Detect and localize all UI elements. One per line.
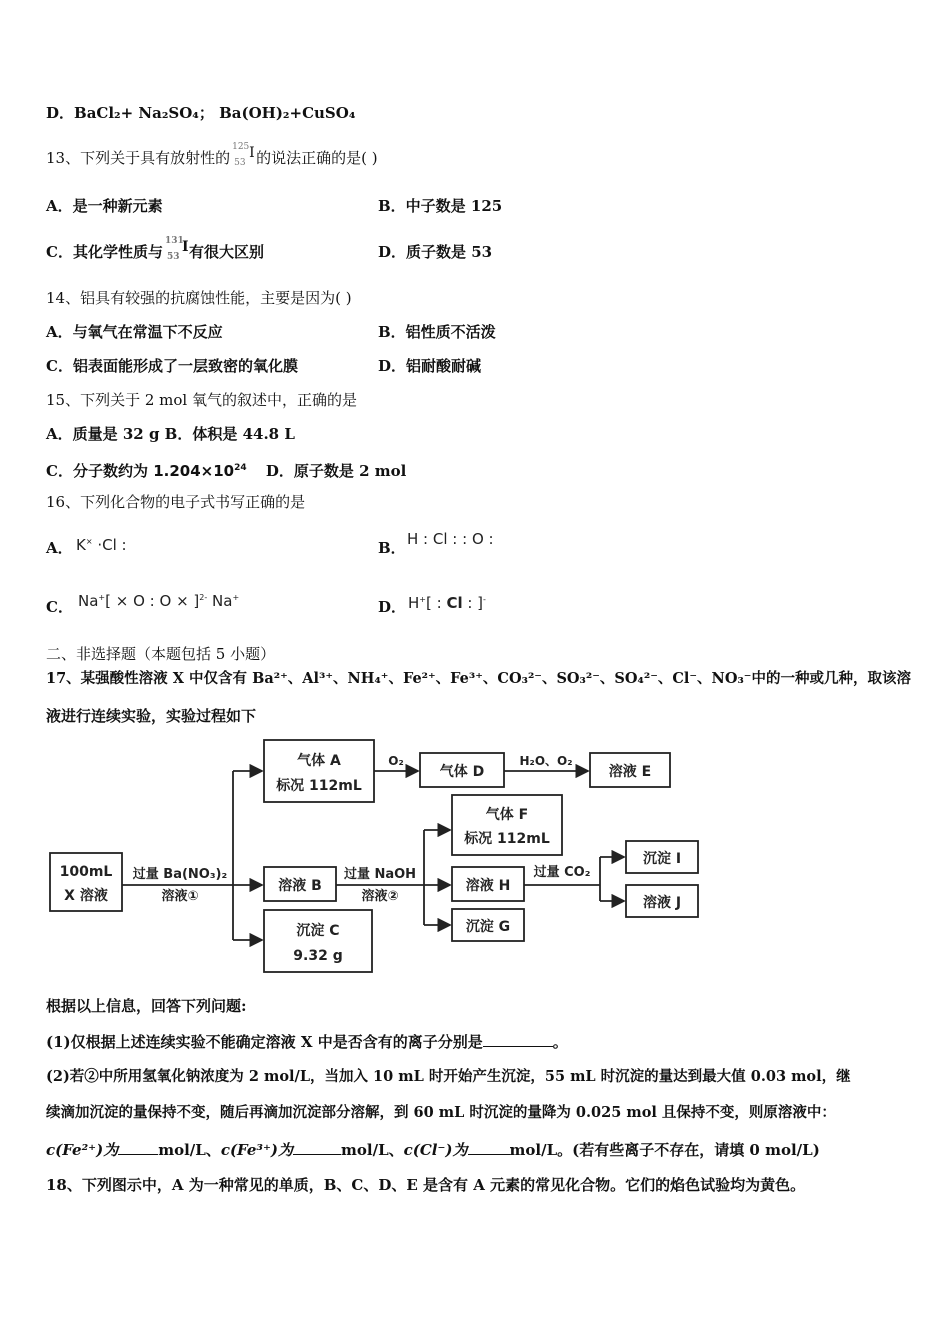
- solution-j-label: 溶液 J: [642, 895, 682, 911]
- q14-option-c: C．铝表面能形成了一层致密的氧化膜: [46, 357, 298, 375]
- reagent-2b: 溶液②: [361, 889, 399, 904]
- q18-stem: 18、下列图示中，A 为一种常见的单质，B、C、D、E 是含有 A 元素的常见化合物。它们的焰色试验均为黄色。: [46, 1176, 806, 1194]
- q17-info: 根据以上信息，回答下列问题:: [46, 997, 247, 1015]
- gas-f-volume: 标况 112mL: [464, 831, 550, 847]
- q13-option-c: C．其化学性质与 131 53 I 有很大区别: [46, 236, 264, 262]
- gas-a-label: 气体 A: [297, 753, 341, 769]
- o2-label: O₂: [388, 754, 404, 768]
- q16-option-b-label: B．: [378, 539, 406, 557]
- answer-blank-cl[interactable]: [468, 1140, 510, 1155]
- solution-b-label: 溶液 B: [278, 878, 322, 894]
- solution-h-label: 溶液 H: [465, 878, 511, 894]
- q17-part-1: (1)仅根据上述连续实验不能确定溶液 X 中是否含有的离子分别是 。: [46, 1033, 568, 1051]
- gas-d-label: 气体 D: [439, 764, 485, 780]
- precipitate-g-label: 沉淀 G: [465, 919, 511, 935]
- q12-option-d: D．BaCl₂+ Na₂SO₄； Ba(OH)₂+CuSO₄: [46, 104, 356, 122]
- h2o-o2-label: H₂O、O₂: [519, 754, 573, 768]
- q16-option-a-label: A．: [46, 539, 73, 557]
- q13-stem: 13、下列关于具有放射性的 125 53 I 的说法正确的是( ): [46, 142, 378, 168]
- answer-blank-fe3[interactable]: [293, 1140, 341, 1155]
- precipitate-i-label: 沉淀 I: [642, 851, 682, 867]
- solution-e-label: 溶液 E: [608, 764, 652, 780]
- precipitate-c-label: 沉淀 C: [296, 923, 340, 939]
- q16-stem: 16、下列化合物的电子式书写正确的是: [46, 493, 306, 511]
- q14-option-d: D．铝耐酸耐碱: [378, 357, 482, 375]
- lewis-kcl: K× ·Cl :: [76, 536, 127, 554]
- q17-stem: 17、某强酸性溶液 X 中仅含有 Ba²⁺、Al³⁺、NH₄⁺、Fe²⁺、Fe³⁺、CO₃²⁻、SO₃²⁻、SO₄²⁻、Cl⁻、NO₃⁻中的一种或几种，取该溶: [46, 670, 911, 687]
- q13-option-d: D．质子数是 53: [378, 243, 493, 261]
- nuclide-i-131: 131 53 I: [164, 236, 189, 262]
- q17-stem-line2: 液进行连续实验，实验过程如下: [46, 707, 257, 725]
- q17-part-2-line2: 续滴加沉淀的量保持不变，随后再滴加沉淀部分溶解，到 60 mL 时沉淀的量降为 0.025 mol 且保持不变，则原溶液中：: [46, 1104, 836, 1121]
- q17-part-2-line3: c(Fe²⁺)为 mol/L、c(Fe³⁺)为 mol/L、c(Cl⁻)为 mol/L。(若有些离子不存在，请填 0 mol/L): [46, 1141, 820, 1159]
- nuclide-i-125: 125 53 I: [232, 142, 255, 168]
- q17-part-2-line1: (2)若②中所用氢氧化钠浓度为 2 mol/L，当加入 10 mL 时开始产生沉淀，55 mL 时沉淀的量达到最大值 0.03 mol，继: [46, 1068, 851, 1085]
- q17-flow-diagram: [40, 735, 720, 985]
- lewis-hcl-ionic: H+[ : Cl : ]-: [408, 594, 486, 612]
- reagent-1b: 溶液①: [161, 889, 199, 904]
- section-2-title: 二、非选择题（本题包括 5 小题）: [46, 645, 276, 663]
- gas-f-label: 气体 F: [485, 807, 529, 823]
- lewis-hcl-o: H : Cl : : O :: [407, 530, 494, 548]
- precipitate-c-mass: 9.32 g: [293, 948, 343, 964]
- gas-a-volume: 标况 112mL: [276, 778, 362, 794]
- answer-blank-fe2[interactable]: [118, 1140, 158, 1155]
- q13-option-a: A．是一种新元素: [46, 197, 163, 215]
- q16-option-c-label: C．: [46, 598, 73, 616]
- q13-option-b: B．中子数是 125: [378, 197, 503, 215]
- x-label-1: 100mL: [59, 864, 113, 880]
- q14-option-b: B．铝性质不活泼: [378, 323, 496, 341]
- q16-option-d-label: D．: [378, 598, 407, 616]
- x-label-2: X 溶液: [64, 888, 108, 904]
- q15-options-ab: A．质量是 32 g B．体积是 44.8 L: [46, 425, 295, 443]
- q15-stem: 15、下列关于 2 mol 氧气的叙述中，正确的是: [46, 391, 357, 409]
- q15-options-cd: C．分子数约为 $1.204\times 10^{24}$ D．原子数是 2 mol: [46, 462, 407, 480]
- q14-stem: 14、铝具有较强的抗腐蚀性能，主要是因为( ): [46, 289, 352, 307]
- reagent-1: 过量 Ba(NO₃)₂: [132, 867, 228, 882]
- reagent-3: 过量 CO₂: [533, 865, 591, 880]
- q15-formula: $1.204\times 10^{24}$: [153, 462, 247, 480]
- reagent-2: 过量 NaOH: [343, 867, 417, 882]
- lewis-na2o2: Na+[ × O : O × ]$^{2-}$ Na+: [78, 592, 240, 610]
- q14-option-a: A．与氧气在常温下不反应: [46, 323, 223, 341]
- answer-blank-1[interactable]: [483, 1032, 553, 1047]
